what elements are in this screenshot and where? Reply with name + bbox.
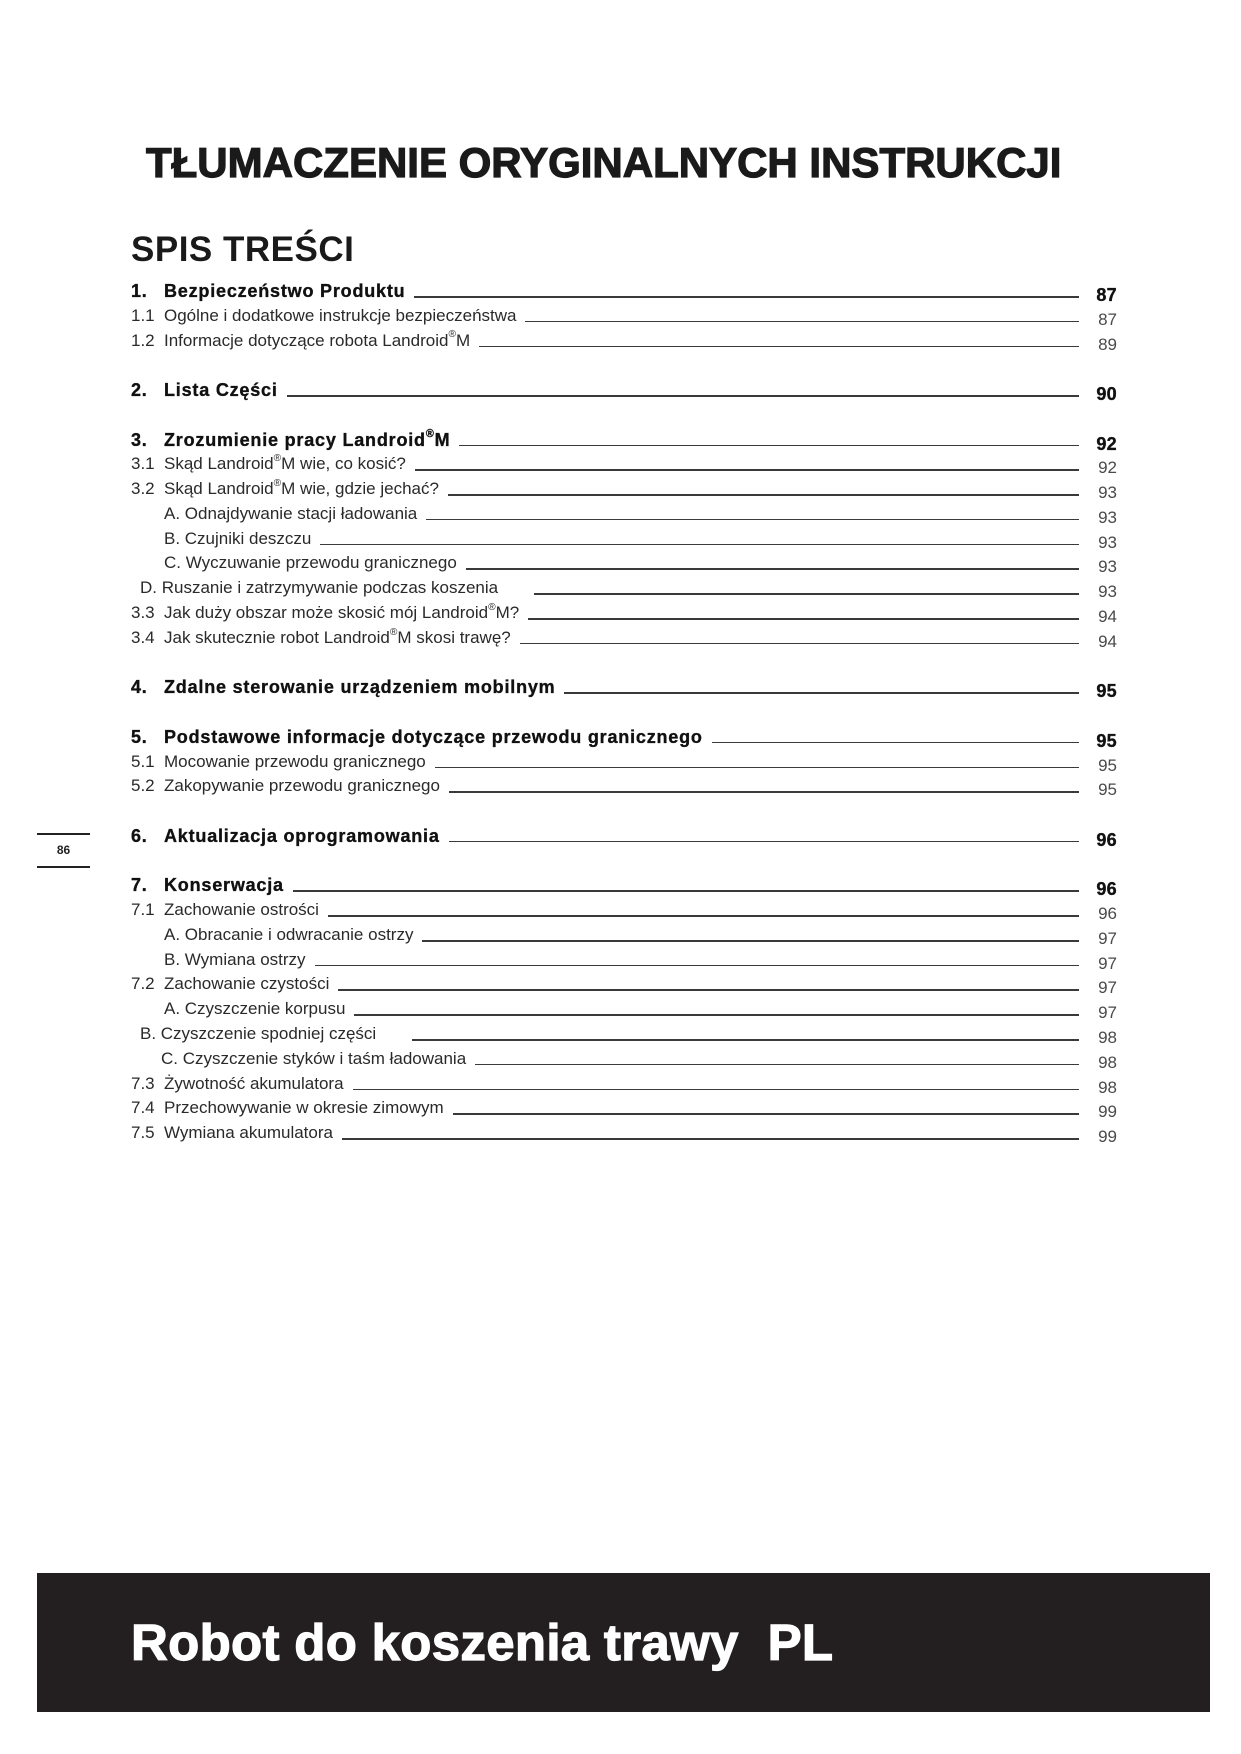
registered-mark: ® — [425, 427, 435, 440]
toc-entry-page: 98 — [1098, 1077, 1117, 1097]
toc-entry-7-2[interactable] — [131, 972, 1117, 997]
toc-entry-3-2-d[interactable] — [131, 576, 1117, 601]
toc-entry-number: 3.2 — [131, 479, 155, 499]
toc-entry-5-1[interactable] — [131, 750, 1117, 775]
toc-entry-title: C. Czyszczenie styków i taśm ładowania — [161, 1048, 467, 1068]
leader-line — [328, 915, 1079, 917]
toc-entry-title: A. Odnajdywanie stacji ładowania — [164, 503, 418, 523]
toc-entry-page: 97 — [1098, 978, 1117, 998]
leader-line — [342, 1138, 1079, 1140]
toc-entry-number: 6. — [131, 825, 148, 846]
toc-entry-title: Bezpieczeństwo Produktu — [164, 281, 406, 301]
toc-entry-1-2[interactable] — [131, 329, 1117, 354]
toc-entry-7-3[interactable] — [131, 1072, 1117, 1097]
section-spacer — [131, 799, 1117, 824]
toc-entry-title: Przechowywanie w okresie zimowym — [164, 1098, 444, 1118]
toc-entry-page: 94 — [1098, 606, 1117, 626]
toc-entry-3-2-c[interactable] — [131, 551, 1117, 576]
toc-entry-title: C. Wyczuwanie przewodu granicznego — [164, 553, 457, 573]
toc-entry-page: 94 — [1098, 631, 1117, 651]
leader-line — [415, 469, 1079, 471]
registered-mark: ® — [389, 626, 398, 638]
toc-entry-number: 3.3 — [131, 602, 155, 622]
toc-entry-title: Aktualizacja oprogramowania — [164, 825, 440, 846]
toc-entry-number: 4. — [131, 677, 148, 698]
leader-line — [449, 791, 1079, 793]
toc-entry-number: 5.2 — [131, 776, 155, 796]
toc-entry-title: Konserwacja — [164, 875, 284, 896]
toc-entry-number: 7. — [131, 875, 148, 896]
leader-line — [287, 395, 1079, 397]
toc-entry-7-5[interactable] — [131, 1121, 1117, 1146]
leader-line — [475, 1064, 1079, 1066]
toc-entry-title: B. Czyszczenie spodniej części — [140, 1023, 377, 1043]
toc-entry-page: 93 — [1098, 582, 1117, 602]
toc-entry-3[interactable] — [131, 428, 1117, 453]
toc-entry-page: 99 — [1098, 1102, 1117, 1122]
toc-entry-title: Skąd Landroid®M wie, gdzie jechać? — [164, 477, 439, 499]
toc-entry-title: Skąd Landroid®M wie, co kosić? — [164, 453, 406, 474]
toc-entry-5[interactable] — [131, 725, 1117, 750]
toc-entry-title: Zachowanie czystości — [164, 974, 330, 994]
toc-entry-number: 7.2 — [131, 974, 155, 994]
toc-entry-number: 1. — [131, 281, 148, 301]
toc-entry-3-1[interactable] — [131, 452, 1117, 477]
toc-entry-title: Żywotność akumulatora — [164, 1073, 344, 1093]
toc-entry-3-2-a[interactable] — [131, 502, 1117, 527]
section-spacer — [131, 650, 1117, 675]
page-number: 86 — [56, 843, 71, 857]
leader-line — [453, 1113, 1079, 1115]
toc-entry-title: Jak skutecznie robot Landroid®M skosi trawę? — [164, 626, 511, 647]
toc-entry-page: 89 — [1098, 334, 1117, 354]
toc-entry-7-1[interactable] — [131, 898, 1117, 923]
leader-line — [315, 965, 1079, 967]
toc-entry-title: A. Czyszczenie korpusu — [164, 999, 346, 1019]
toc-entry-5-2[interactable] — [131, 774, 1117, 799]
toc-entry-title: D. Ruszanie i zatrzymywanie podczas koszenia — [140, 578, 499, 598]
toc-entry-1-1[interactable] — [131, 304, 1117, 329]
toc-entry-page: 95 — [1096, 730, 1117, 751]
toc-entry-page: 87 — [1096, 285, 1117, 305]
leader-line — [528, 618, 1079, 620]
toc-entry-7[interactable] — [131, 873, 1117, 898]
leader-line — [354, 1014, 1079, 1016]
toc-entry-page: 93 — [1098, 483, 1117, 503]
leader-line — [466, 568, 1079, 570]
toc-entry-title: Wymiana akumulatora — [164, 1123, 333, 1143]
footer-banner-text: Robot do koszenia trawy PL — [131, 1614, 834, 1671]
toc-entry-title: Zrozumienie pracy Landroid®M — [164, 427, 451, 450]
toc-entry-number: 7.3 — [131, 1073, 155, 1093]
page-marker-top-rule — [37, 833, 90, 835]
leader-line — [479, 346, 1079, 348]
toc-entry-number: 5. — [131, 726, 148, 747]
toc-entry-title: Podstawowe informacje dotyczące przewodu granicznego — [164, 726, 703, 747]
toc-entry-2[interactable] — [131, 378, 1117, 403]
leader-line — [338, 989, 1079, 991]
toc-entry-3-2[interactable] — [131, 477, 1117, 502]
footer-banner — [37, 1573, 1210, 1712]
toc-entry-4[interactable] — [131, 675, 1117, 700]
toc-entry-page: 99 — [1098, 1127, 1117, 1147]
toc-entry-3-4[interactable] — [131, 626, 1117, 651]
toc-entry-page: 92 — [1098, 458, 1117, 478]
toc-entry-title: Zachowanie ostrości — [164, 900, 319, 920]
leader-line — [712, 742, 1079, 744]
leader-line — [435, 767, 1079, 769]
page-marker-bottom-rule — [37, 866, 90, 868]
toc-entry-page: 95 — [1096, 681, 1117, 702]
toc-entry-number: 7.5 — [131, 1123, 155, 1143]
section-spacer — [131, 700, 1117, 725]
toc-entry-page: 95 — [1098, 780, 1117, 800]
toc-entry-number: 7.4 — [131, 1098, 155, 1118]
toc-entry-title: Zdalne sterowanie urządzeniem mobilnym — [164, 677, 556, 698]
leader-line — [564, 692, 1079, 694]
leader-line — [459, 445, 1079, 447]
leader-line — [426, 519, 1079, 521]
registered-mark: ® — [273, 477, 282, 489]
toc-entry-page: 97 — [1098, 1003, 1117, 1023]
toc-entry-title: Ogólne i dodatkowe instrukcje bezpieczeństwa — [164, 305, 517, 325]
section-spacer — [131, 353, 1117, 378]
toc-entry-page: 96 — [1096, 879, 1117, 900]
toc-entry-number: 3.4 — [131, 627, 155, 647]
leader-line — [320, 544, 1079, 546]
toc-entry-page: 87 — [1098, 309, 1117, 329]
toc-entry-7-1-a[interactable] — [131, 923, 1117, 948]
registered-mark: ® — [448, 329, 456, 341]
leader-line — [412, 1039, 1079, 1041]
toc-heading: SPIS TREŚCI — [131, 230, 355, 269]
toc-entry-title: Zakopywanie przewodu granicznego — [164, 776, 440, 796]
toc-entry-page: 93 — [1098, 507, 1117, 527]
toc-entry-title: B. Wymiana ostrzy — [164, 949, 306, 969]
toc-entry-3-3[interactable] — [131, 601, 1117, 626]
table-of-contents — [131, 279, 1117, 1146]
toc-entry-3-2-b[interactable] — [131, 527, 1117, 552]
toc-entry-7-1-b[interactable] — [131, 948, 1117, 973]
registered-mark: ® — [488, 601, 496, 613]
toc-entry-page: 97 — [1098, 928, 1117, 948]
toc-entry-7-2-a[interactable] — [131, 997, 1117, 1022]
leader-line — [422, 940, 1079, 942]
toc-entry-7-2-c[interactable] — [131, 1047, 1117, 1072]
toc-entry-page: 92 — [1096, 433, 1117, 454]
toc-entry-title: Jak duży obszar może skosić mój Landroid®M? — [164, 601, 520, 622]
toc-entry-7-4[interactable] — [131, 1096, 1117, 1121]
leader-line — [520, 643, 1079, 645]
leader-line — [414, 296, 1079, 298]
toc-entry-number: 3. — [131, 429, 148, 450]
leader-line — [525, 321, 1079, 323]
registered-mark: ® — [273, 453, 282, 465]
toc-entry-6[interactable] — [131, 824, 1117, 849]
leader-line — [534, 593, 1079, 595]
section-spacer — [131, 403, 1117, 428]
toc-entry-number: 3.1 — [131, 454, 155, 474]
toc-entry-title: B. Czujniki deszczu — [164, 528, 312, 548]
toc-entry-7-2-b[interactable] — [131, 1022, 1117, 1047]
toc-entry-number: 1.1 — [131, 305, 155, 325]
toc-entry-title: Informacje dotyczące robota Landroid®M — [164, 329, 471, 350]
toc-entry-page: 96 — [1098, 904, 1117, 924]
toc-entry-number: 2. — [131, 380, 148, 401]
toc-entry-page: 97 — [1098, 953, 1117, 973]
leader-line — [353, 1089, 1079, 1091]
toc-entry-page: 93 — [1098, 532, 1117, 552]
toc-entry-title: A. Obracanie i odwracanie ostrzy — [164, 924, 414, 944]
toc-entry-page: 95 — [1098, 755, 1117, 775]
toc-entry-number: 5.1 — [131, 751, 155, 771]
leader-line — [448, 494, 1079, 496]
leader-line — [293, 890, 1079, 892]
document-title: TŁUMACZENIE ORYGINALNYCH INSTRUKCJI — [146, 139, 1062, 186]
section-spacer — [131, 849, 1117, 874]
toc-entry-page: 93 — [1098, 557, 1117, 577]
toc-entry-title: Lista Części — [164, 380, 278, 401]
toc-entry-page: 96 — [1096, 829, 1117, 850]
toc-entry-title: Mocowanie przewodu granicznego — [164, 751, 426, 771]
toc-entry-page: 90 — [1096, 384, 1117, 405]
toc-entry-number: 7.1 — [131, 900, 155, 920]
toc-entry-number: 1.2 — [131, 330, 155, 350]
leader-line — [449, 841, 1079, 843]
toc-entry-page: 98 — [1098, 1027, 1117, 1047]
toc-entry-1[interactable] — [131, 279, 1117, 304]
toc-entry-page: 98 — [1098, 1052, 1117, 1072]
